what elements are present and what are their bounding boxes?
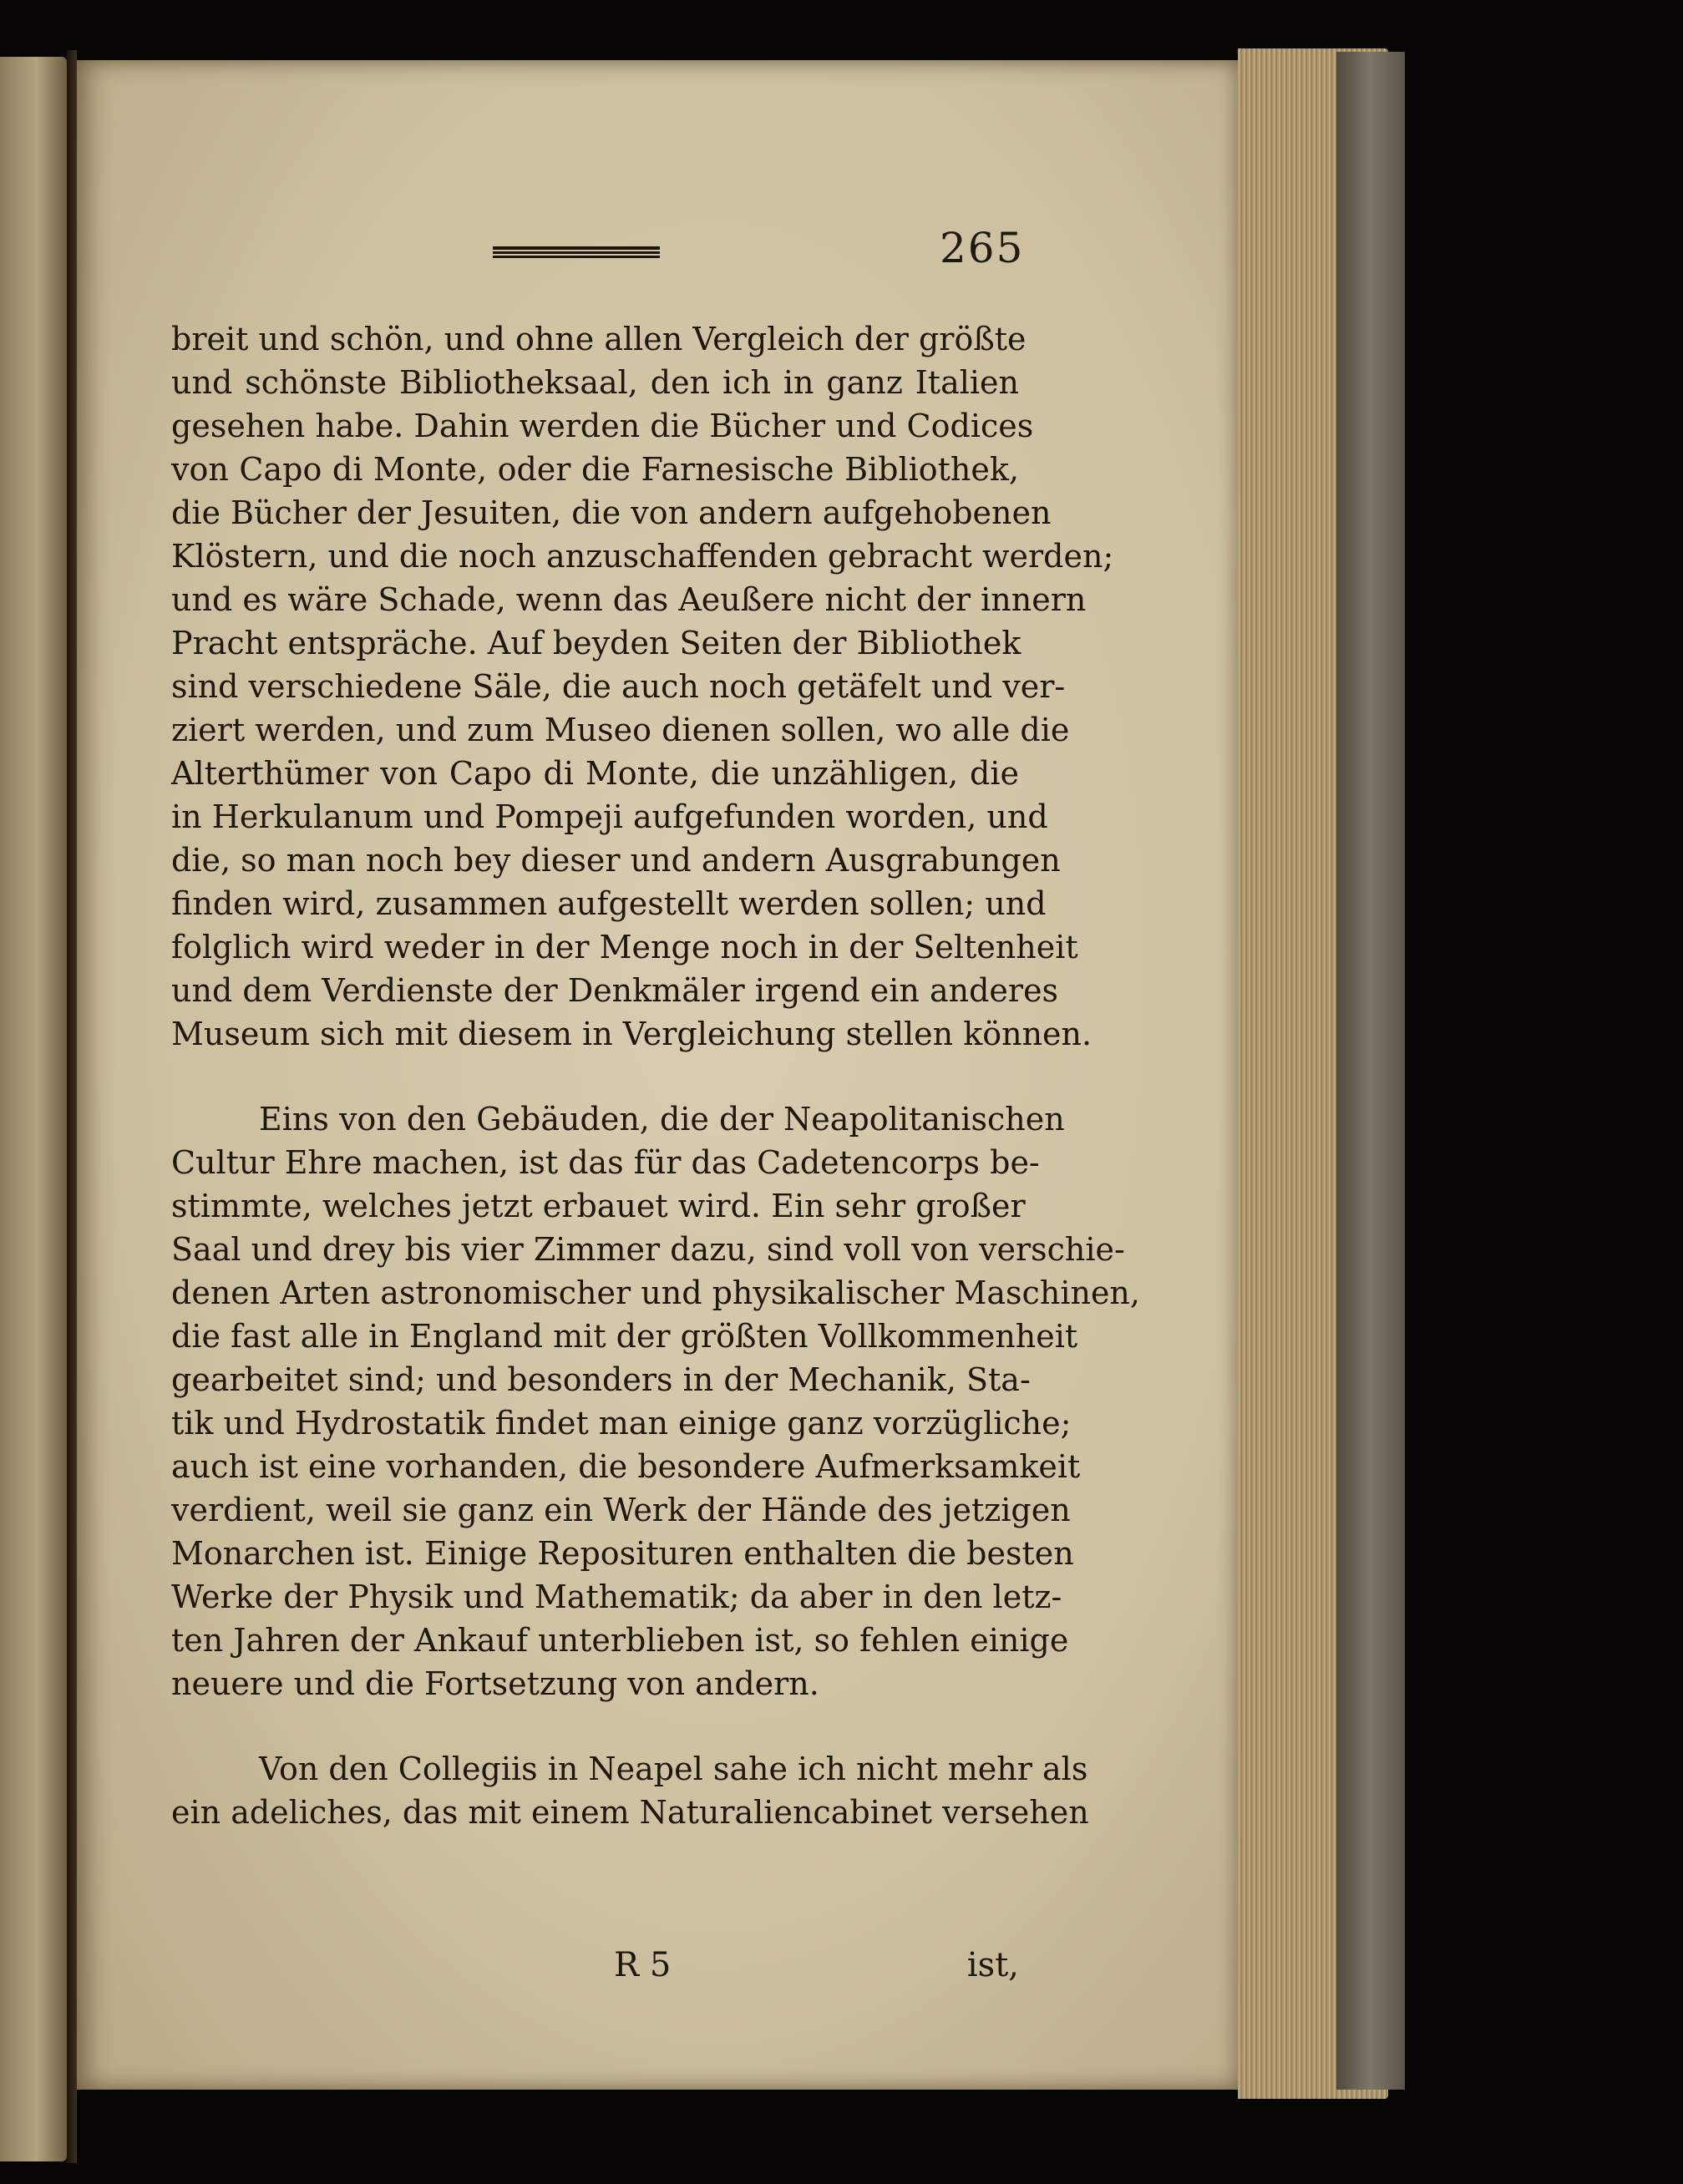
text-line: in Herkulanum und Pompeji aufgefunden worden, und xyxy=(171,798,1048,835)
text-line: und es wäre Schade, wenn das Aeußere nicht der innern xyxy=(171,581,1087,618)
text-line: tik und Hydrostatik findet man einige ganz vorzügliche; xyxy=(171,1405,1072,1442)
text-line: und dem Verdienste der Denkmäler irgend ein anderes xyxy=(171,972,1059,1009)
text-line: breit und schön, und ohne allen Vergleich der größte xyxy=(171,321,1027,357)
text-line: Monarchen ist. Einige Reposituren enthalten die besten xyxy=(171,1535,1074,1572)
text-line: gesehen habe. Dahin werden die Bücher und Codices xyxy=(171,408,1034,444)
text-line: auch ist eine vorhanden, die besondere Aufmerksamkeit xyxy=(171,1448,1081,1485)
text-line: ten Jahren der Ankauf unterblieben ist, so fehlen einige xyxy=(171,1622,1069,1659)
text-line: denen Arten astronomischer und physikalischer Maschinen, xyxy=(171,1274,1140,1311)
paragraph-2 xyxy=(171,1097,1140,1705)
paragraph-gap xyxy=(171,1056,1019,1097)
text-line: stimmte, welches jetzt erbauet wird. Ein sehr großer xyxy=(171,1188,1026,1224)
page-number: 265 xyxy=(940,224,1025,272)
text-line: Pracht entspräche. Auf beyden Seiten der Bibliothek xyxy=(171,625,1021,661)
text-line: Von den Collegiis in Neapel sahe ich nicht mehr als xyxy=(259,1751,1088,1787)
text-line: gearbeitet sind; und besonders in der Mechanik, Sta- xyxy=(171,1361,1031,1398)
text-line: Klöstern, und die noch anzuschaffenden gebracht werden; xyxy=(171,538,1114,575)
text-line: die, so man noch bey dieser und andern Ausgrabungen xyxy=(171,842,1061,879)
text-line: Cultur Ehre machen, ist das für das Cadetencorps be- xyxy=(171,1144,1040,1181)
text-line: finden wird, zusammen aufgestellt werden sollen; und xyxy=(171,885,1047,922)
signature-mark: R 5 xyxy=(614,1946,672,1984)
text-line: verdient, weil sie ganz ein Werk der Hände des jetzigen xyxy=(171,1492,1071,1528)
header-rule xyxy=(493,246,660,258)
page-footer xyxy=(171,1946,1019,1996)
catchword: ist, xyxy=(966,1946,1019,1984)
text-line: Werke der Physik und Mathematik; da aber in den letz- xyxy=(171,1578,1062,1615)
text-line: Alterthümer von Capo di Monte, die unzähligen, die xyxy=(171,755,1019,792)
text-line: sind verschiedene Säle, die auch noch getäfelt und ver- xyxy=(171,668,1066,705)
text-line: Saal und drey bis vier Zimmer dazu, sind voll von verschie- xyxy=(171,1231,1125,1268)
paragraph-3 xyxy=(171,1747,1089,1834)
text-line: folglich wird weder in der Menge noch in der Seltenheit xyxy=(171,929,1078,965)
body-text xyxy=(171,317,1140,1834)
text-line: Eins von den Gebäuden, die der Neapolitanischen xyxy=(259,1101,1065,1138)
text-line: ein adeliches, das mit einem Naturaliencabinet versehen xyxy=(171,1794,1089,1831)
text-line: neuere und die Fortsetzung von andern. xyxy=(171,1665,819,1702)
paragraph-1 xyxy=(171,317,1114,1056)
text-line: die Bücher der Jesuiten, die von andern aufgehobenen xyxy=(171,494,1052,531)
book-gutter xyxy=(67,50,77,2163)
book-cover-board xyxy=(1336,52,1405,2090)
text-line: ziert werden, und zum Museo dienen sollen, wo alle die xyxy=(171,712,1070,748)
text-line: Museum sich mit diesem in Vergleichung stellen können. xyxy=(171,1016,1092,1052)
paragraph-gap xyxy=(171,1705,1019,1747)
text-line: von Capo di Monte, oder die Farnesische Bibliothek, xyxy=(171,451,1019,488)
text-line: die fast alle in England mit der größten Vollkommenheit xyxy=(171,1318,1078,1355)
text-line: und schönste Bibliotheksaal, den ich in ganz Italien xyxy=(171,364,1019,401)
left-page-edge xyxy=(0,57,67,2161)
